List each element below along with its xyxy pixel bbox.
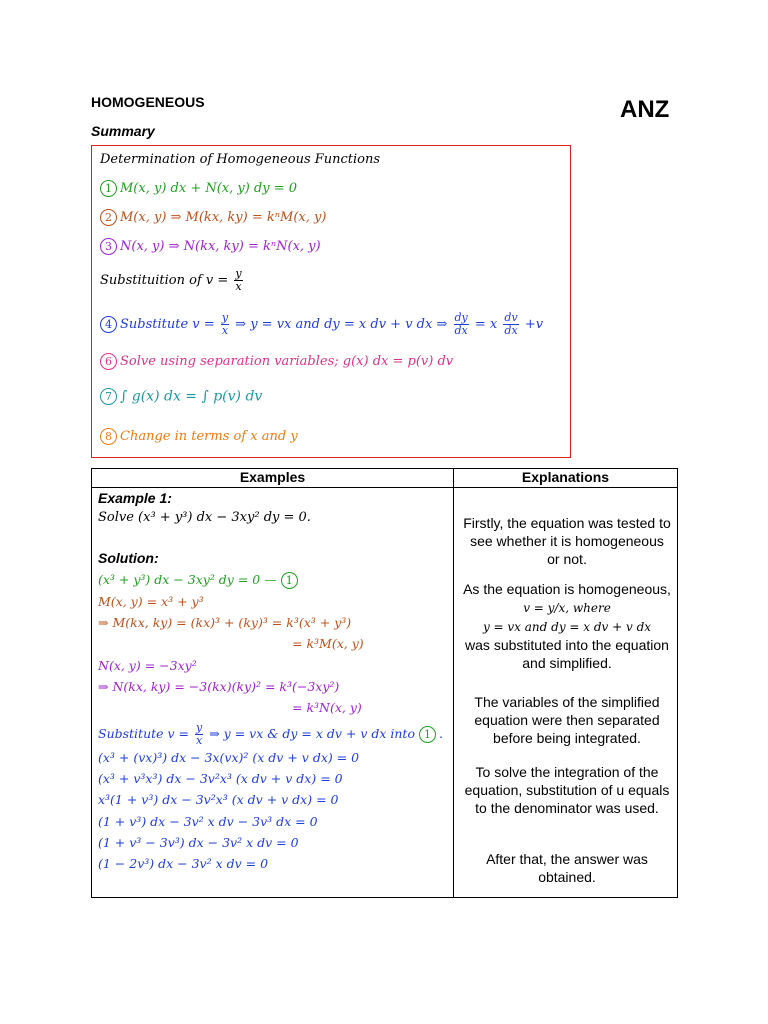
section-subtitle: Summary xyxy=(91,123,155,139)
summary-step-6: 6 Solve using separation variables; g(x) dx = p(v) dv xyxy=(100,353,453,370)
explanation-4: To solve the integration of the equation, substitution of u equals to the denominator was used. xyxy=(464,764,670,816)
solution-line-3: ⇒ M(kx, ky) = (kx)³ + (ky)³ = k³(x³ + y³) xyxy=(98,615,352,630)
solution-line-13: (1 + v³ − 3v³) dx − 3v² x dv = 0 xyxy=(98,835,299,850)
example-problem: Solve (x³ + y³) dx − 3xy² dy = 0. xyxy=(98,510,311,525)
solution-line-6: ⇒ N(kx, ky) = −3(kx)(ky)² = k³(−3xy²) xyxy=(98,679,340,694)
solution-line-10: (x³ + v³x³) dx − 3v²x³ (x dv + v dx) = 0 xyxy=(98,771,343,786)
circled-number: 7 xyxy=(100,388,117,405)
summary-heading: Determination of Homogeneous Functions xyxy=(100,152,381,167)
explanation-3: The variables of the simplified equation were then separated before being integrated. xyxy=(474,694,660,746)
explanation-2: As the equation is homogeneous, v = y/x, where y = vx and dy = x dv + v dx was substituted into the equation and simplified. xyxy=(463,581,671,671)
explanations-cell xyxy=(454,488,677,897)
solution-line-1: (x³ + y³) dx − 3xy² dy = 0 — 1 xyxy=(98,572,301,589)
solution-line-11: x³(1 + v³) dx − 3v²x³ (x dv + v dx) = 0 xyxy=(98,792,339,807)
page-title: HOMOGENEOUS xyxy=(91,94,205,110)
summary-step-8: 8 Change in terms of x and y xyxy=(100,428,298,445)
circled-number: 1 xyxy=(281,572,298,589)
summary-step-7: 7 ∫ g(x) dx = ∫ p(v) dv xyxy=(100,388,262,405)
circled-number: 1 xyxy=(100,180,117,197)
example-title: Example 1: xyxy=(98,490,172,506)
solution-label: Solution: xyxy=(98,550,159,566)
explanation-5: After that, the answer was obtained. xyxy=(486,851,648,885)
solution-line-9: (x³ + (vx)³) dx − 3x(vx)² (x dv + v dx) = 0 xyxy=(98,750,360,765)
summary-step-4: 4 Substitute v = $\frac{y}{x}$ ⇒ y = vx and dy = x dv + v dx ⇒ $\frac{dy}{dx}$ = x $\frac{dv}{dx}$ +v xyxy=(100,312,543,337)
column-header-explanations: Explanations xyxy=(454,469,678,488)
circled-number: 6 xyxy=(100,353,117,370)
circled-number: 3 xyxy=(100,238,117,255)
solution-line-2: M(x, y) = x³ + y³ xyxy=(98,594,204,609)
summary-step-1: 1 M(x, y) dx + N(x, y) dy = 0 xyxy=(100,180,297,197)
examples-table xyxy=(91,468,678,898)
author-tag: ANZ xyxy=(620,96,670,123)
solution-line-4: = k³M(x, y) xyxy=(292,636,364,651)
solution-line-14: (1 − 2v³) dx − 3v² x dv = 0 xyxy=(98,856,269,871)
column-header-examples: Examples xyxy=(92,469,454,488)
summary-step-2: 2 M(x, y) ⇒ M(kx, ky) = kⁿM(x, y) xyxy=(100,209,326,226)
solution-line-7: = k³N(x, y) xyxy=(292,700,362,715)
circled-number: 8 xyxy=(100,428,117,445)
solution-line-5: N(x, y) = −3xy² xyxy=(98,658,197,673)
solution-line-12: (1 + v³) dx − 3v² x dv − 3v³ dx = 0 xyxy=(98,814,318,829)
circled-number: 2 xyxy=(100,209,117,226)
explanation-1: Firstly, the equation was tested to see whether it is homogeneous or not. xyxy=(463,515,671,567)
summary-step-3: 3 N(x, y) ⇒ N(kx, ky) = kⁿN(x, y) xyxy=(100,238,321,255)
summary-substitution: Substituition of v = $\frac{y}{x}$ xyxy=(100,267,242,293)
circled-number: 4 xyxy=(100,316,117,333)
circled-number: 1 xyxy=(419,726,436,743)
summary-box xyxy=(91,145,571,458)
solution-line-8: Substitute v = $\frac{y}{x}$ ⇒ y = vx & dy = x dv + v dx into 1 . xyxy=(98,721,443,747)
fraction: $\frac{y}{x}$ xyxy=(235,267,242,293)
examples-cell xyxy=(92,488,453,897)
